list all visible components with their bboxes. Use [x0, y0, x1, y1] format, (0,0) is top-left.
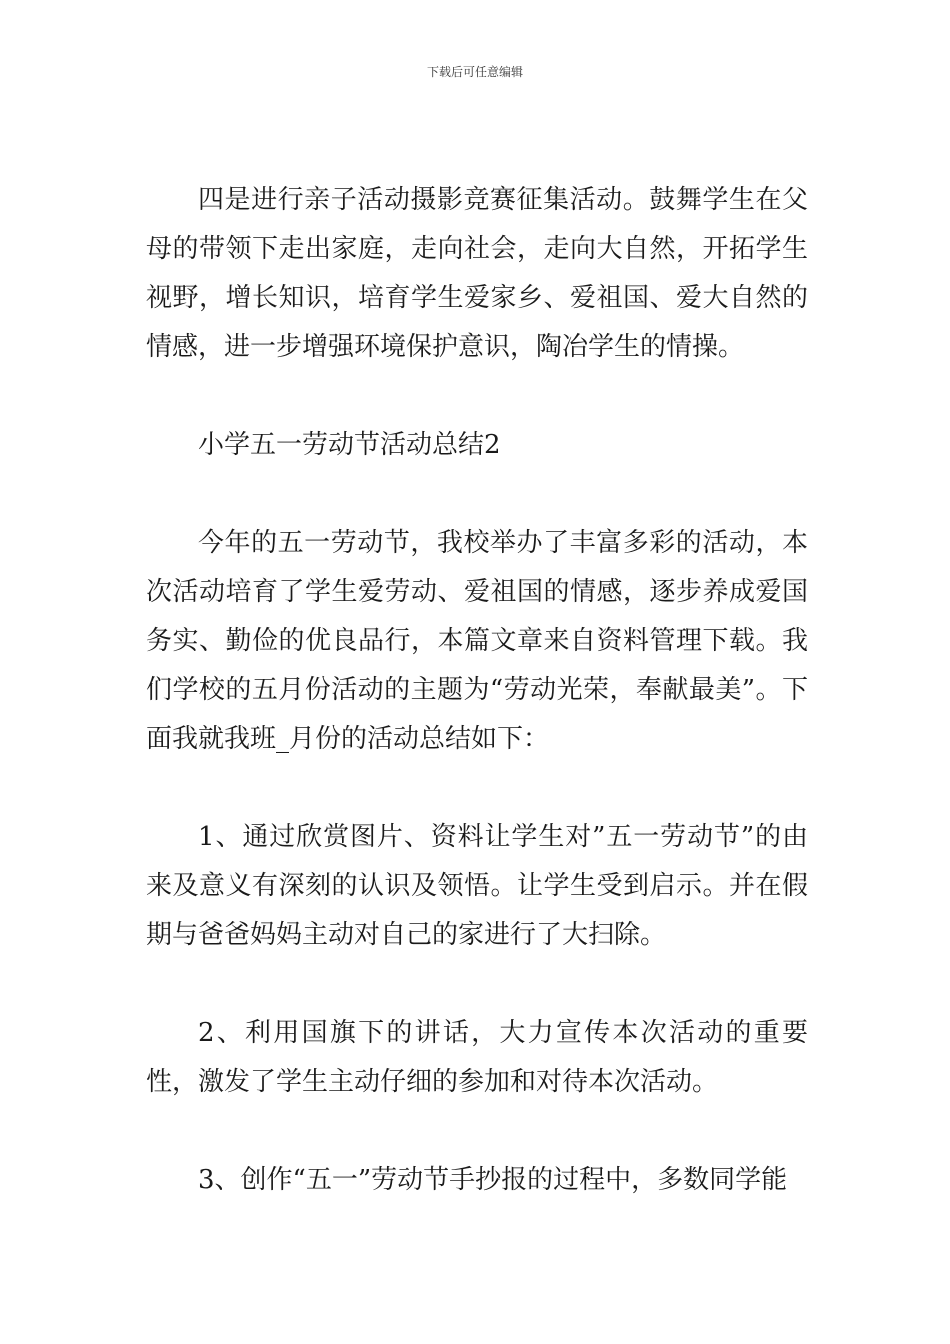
paragraph-intro: 今年的五一劳动节，我校举办了丰富多彩的活动，本次活动培育了学生爱劳动、爱祖国的情感，逐步养成爱国务实、勤俭的优良品行，本篇文章来自资料管理下载。我们学校的五月份活动的主题为“劳动光荣，奉献最美”。下面我就我班_月份的活动总结如下：	[146, 528, 808, 754]
paragraph-parent-child-photo: 四是进行亲子活动摄影竞赛征集活动。鼓舞学生在父母的带领下走出家庭，走向社会，走向大自然，开拓学生视野，增长知识，培育学生爱家乡、爱祖国、爱大自然的情感，进一步增强环境保护意识，陶冶学生的情操。	[146, 185, 808, 362]
paragraph-gap	[146, 1107, 808, 1156]
section-title: 小学五一劳动节活动总结2	[198, 430, 501, 460]
page-header: 下载后可任意编辑	[426, 65, 523, 79]
paragraph-gap	[146, 960, 808, 1009]
paragraph-gap	[146, 372, 808, 421]
paragraph-item-2: 2、利用国旗下的讲话，大力宣传本次活动的重要性，激发了学生主动仔细的参加和对待本次活动。	[146, 1018, 808, 1097]
document-body	[146, 176, 808, 1205]
paragraph-item-1: 1、通过欣赏图片、资料让学生对”五一劳动节”的由来及意义有深刻的认识及领悟。让学生受到启示。并在假期与爸爸妈妈主动对自己的家进行了大扫除。	[146, 822, 808, 950]
paragraph-gap	[146, 764, 808, 813]
paragraph-gap	[146, 470, 808, 519]
paragraph-item-3: 3、创作“五一”劳动节手抄报的过程中，多数同学能	[198, 1165, 788, 1195]
